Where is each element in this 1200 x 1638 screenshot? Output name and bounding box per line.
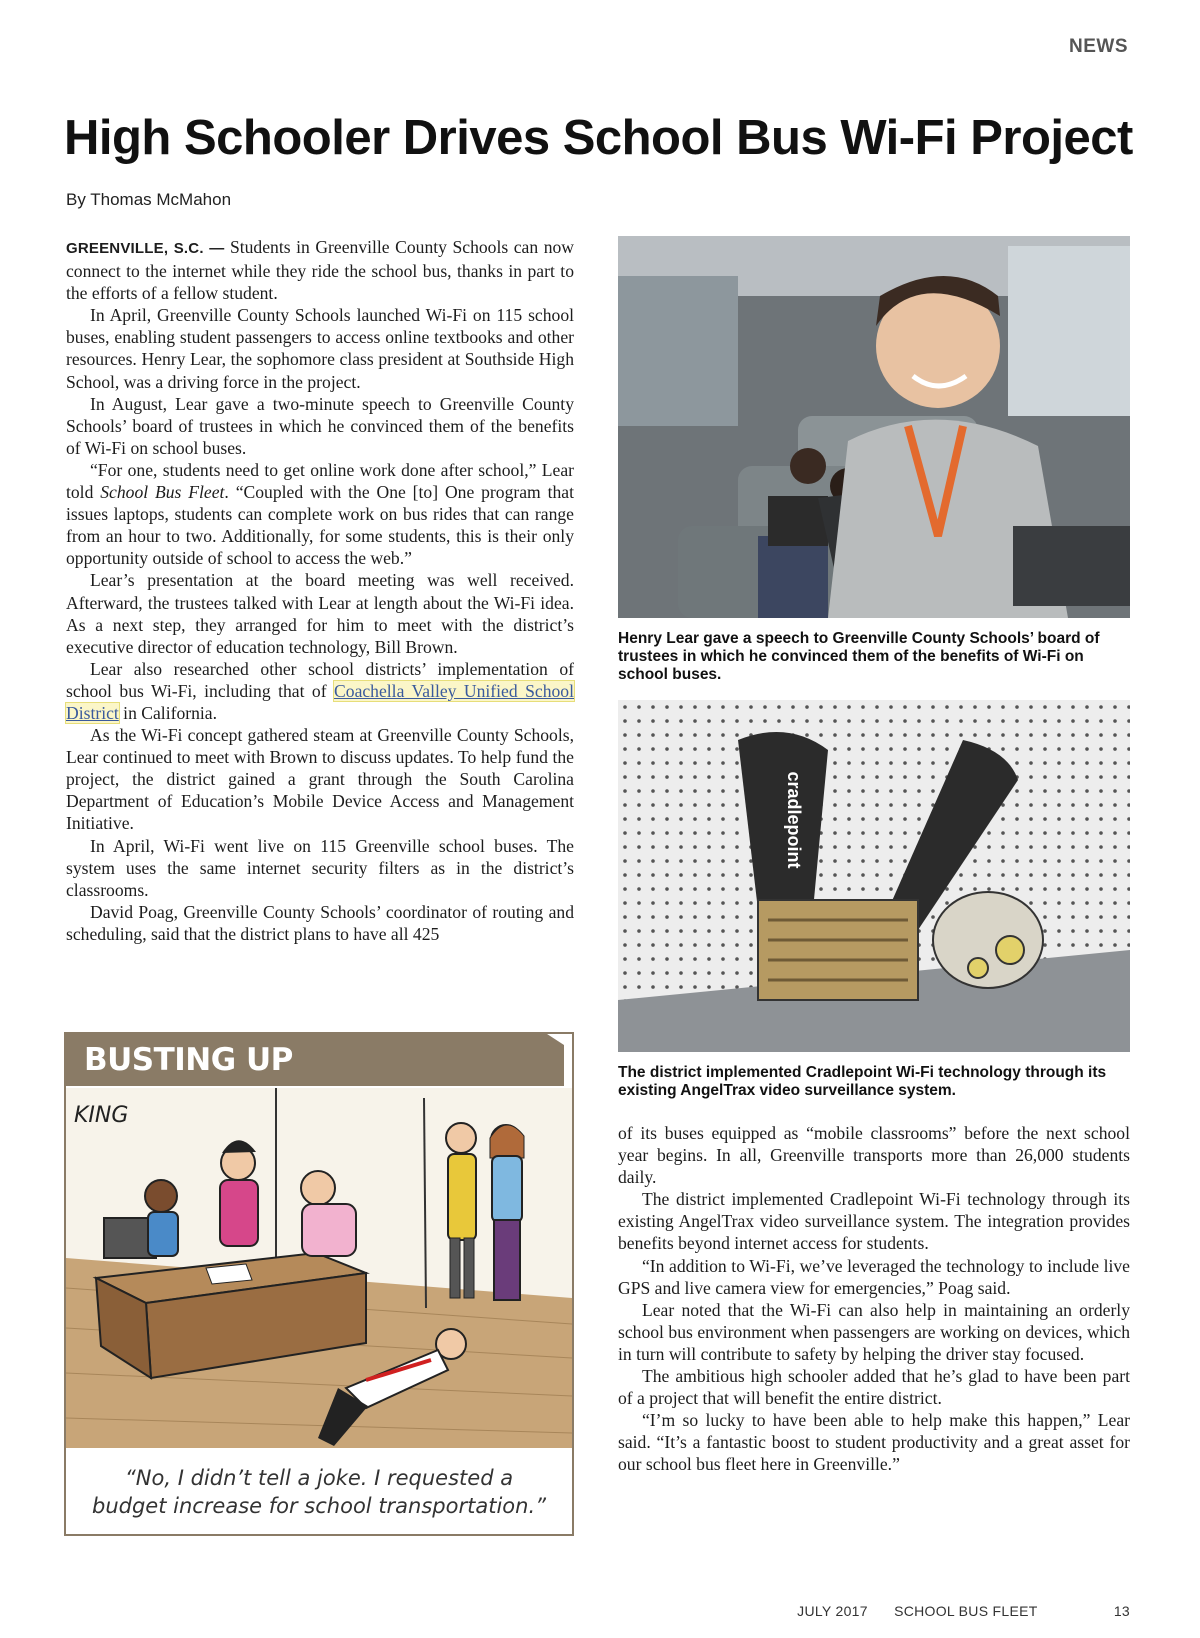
photo-student-on-bus bbox=[618, 236, 1130, 618]
photo2-caption: The district implemented Cradlepoint Wi-Fi technology through its existing AngelTrax video surveillance system. bbox=[618, 1064, 1107, 1099]
page-number: 13 bbox=[1113, 1603, 1130, 1619]
publication-name: School Bus Fleet bbox=[100, 482, 225, 503]
cartoon-panel bbox=[64, 1032, 574, 1536]
paragraph: David Poag, Greenville County Schools’ coordinator of routing and scheduling, said that the district plans to have all 425 bbox=[66, 901, 574, 944]
byline: By Thomas McMahon bbox=[66, 190, 232, 209]
paragraph: In April, Wi-Fi went live on 115 Greenville school buses. The system uses the same internet security filters as in the district’s classrooms. bbox=[66, 835, 574, 900]
issue-date: JULY 2017 bbox=[797, 1603, 868, 1619]
paragraph: “In addition to Wi-Fi, we’ve leveraged the technology to include live GPS and live camera view for emergencies,” Poag said. bbox=[618, 1255, 1130, 1298]
cartoonist-signature: KING bbox=[74, 1103, 129, 1128]
magazine-name: SCHOOL BUS FLEET bbox=[894, 1603, 1038, 1619]
photo-cradlepoint-device bbox=[618, 700, 1130, 1052]
paragraph: Lear’s presentation at the board meeting was well received. Afterward, the trustees talked with Lear at length about the Wi-Fi idea. As a next step, they arranged for him to meet with the district’s executive director of education technology, Bill Brown. bbox=[66, 570, 574, 657]
headline: High Schooler Drives School Bus Wi-Fi Project bbox=[64, 111, 1133, 165]
device-brand-label: cradlepoint bbox=[784, 771, 804, 869]
coachella-valley-link[interactable]: Coachella Valley Unified School District bbox=[66, 680, 574, 723]
paragraph: In April, Greenville County Schools launched Wi-Fi on 115 school buses, enabling student passengers to access online textbooks and other resources. Henry Lear, the sophomore class president at Southside High School, was a driving force in the project. bbox=[66, 305, 574, 392]
paragraph: “For one, students need to get online work done after school,” Lear told School Bus Fleet. “Coupled with the One [to] One program that issues laptops, students can complete work on bus rides that can range from an hour to two. Additionally, for some students, this is their only opportunity outside of school to access the web.” bbox=[66, 459, 574, 569]
paragraph: GREENVILLE, S.C. — Students in Greenville County Schools can now connect to the internet while they ride the school bus, thanks in part to the efforts of a fellow student. bbox=[66, 237, 575, 304]
paragraph: The ambitious high schooler added that he’s glad to have been part of a project that will benefit the entire district. bbox=[618, 1366, 1130, 1409]
section-label: NEWS bbox=[1069, 36, 1128, 57]
paragraph: Lear also researched other school districts’ implementation of school bus Wi-Fi, including that of Coachella Valley Unified School District in California. bbox=[66, 658, 574, 723]
paragraph: of its buses equipped as “mobile classrooms” before the next school year begins. In all, Greenville transports more than 26,000 students daily. bbox=[618, 1123, 1130, 1188]
paragraph: As the Wi-Fi concept gathered steam at Greenville County Schools, Lear continued to meet with Brown to discuss updates. To help fund the project, the district gained a grant through the South Carolina Department of Education’s Mobile Device Access and Management Initiative. bbox=[66, 725, 574, 834]
cartoon-caption: “No, I didn’t tell a joke. I requested a budget increase for school transportation.” bbox=[91, 1466, 546, 1518]
dateline: GREENVILLE, S.C. — bbox=[66, 240, 225, 257]
photo1-caption: Henry Lear gave a speech to Greenville County Schools’ board of trustees in which he convinced them of the benefits of Wi-Fi on school buses. bbox=[618, 630, 1100, 683]
paragraph: “I’m so lucky to have been able to help make this happen,” Lear said. “It’s a fantastic boost to student productivity and a great asset for our school bus fleet here in Greenville.” bbox=[618, 1410, 1130, 1475]
page-footer bbox=[797, 1603, 1130, 1619]
article-column-right bbox=[618, 1122, 1130, 1476]
cartoon-illustration bbox=[66, 1088, 572, 1448]
cartoon-title: BUSTING UP bbox=[84, 1042, 293, 1078]
paragraph: In August, Lear gave a two-minute speech to Greenville County Schools’ board of trustees in which he convinced them of the benefits of Wi-Fi on school buses. bbox=[66, 393, 574, 458]
paragraph: Lear noted that the Wi-Fi can also help in maintaining an orderly school bus environment when passengers are working on devices, which in turn will contribute to safety by helping the driver stay focused. bbox=[618, 1299, 1130, 1364]
article-column-left bbox=[66, 236, 574, 945]
paragraph: The district implemented Cradlepoint Wi-Fi technology through its existing AngelTrax video surveillance system. The integration provides benefits beyond internet access for students. bbox=[618, 1189, 1130, 1254]
